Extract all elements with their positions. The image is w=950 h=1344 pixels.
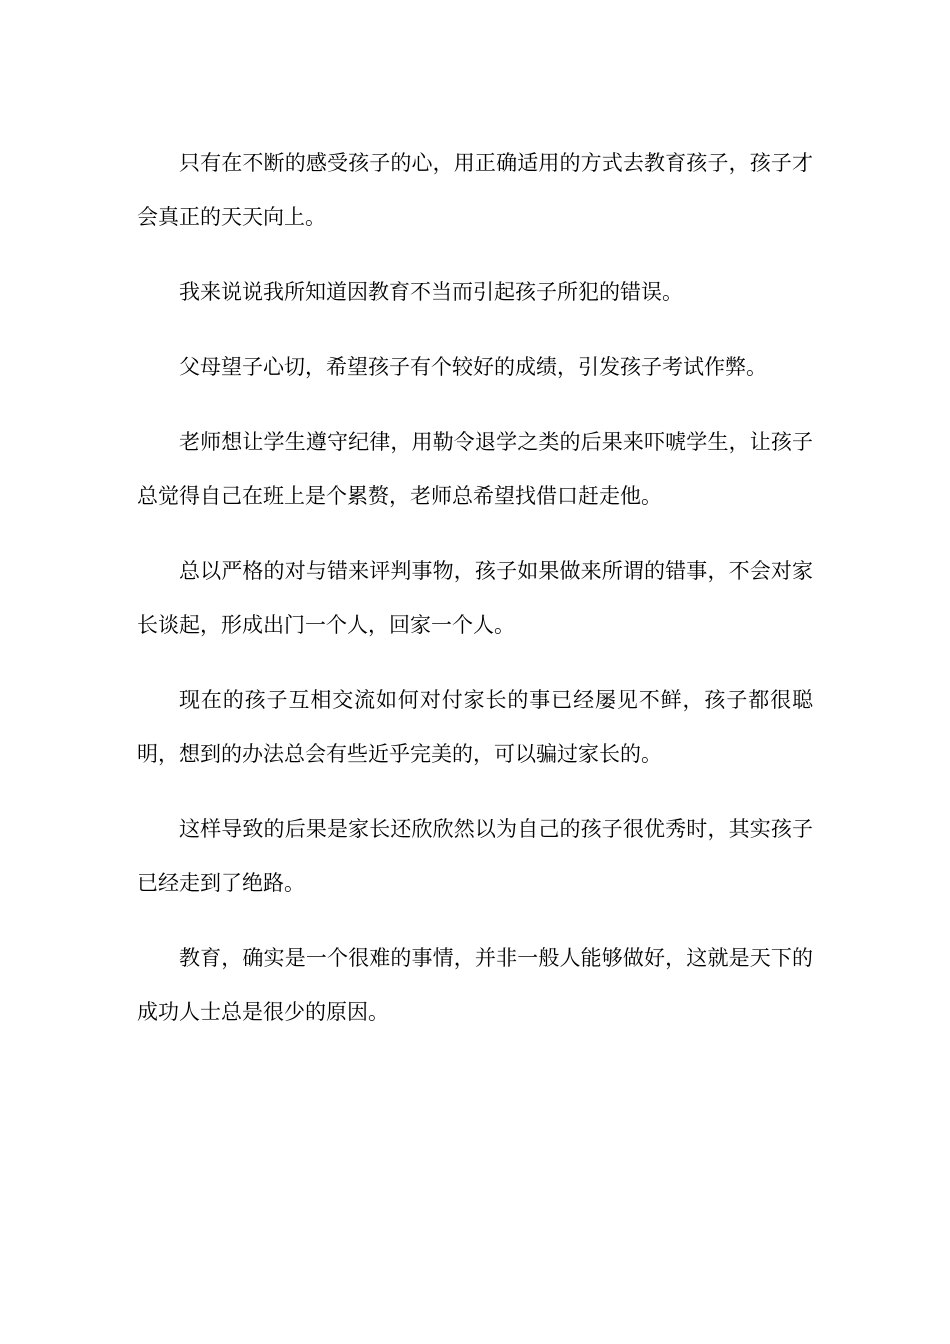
document-body — [137, 136, 813, 1060]
paragraph: 只有在不断的感受孩子的心，用正确适用的方式去教育孩子，孩子才会真正的天天向上。 — [137, 151, 813, 229]
paragraph: 总以严格的对与错来评判事物，孩子如果做来所谓的错事，不会对家长谈起，形成出门一个人，回家一个人。 — [137, 559, 813, 637]
paragraph: 教育，确实是一个很难的事情，并非一般人能够做好，这就是天下的成功人士总是很少的原因。 — [137, 946, 813, 1024]
paragraph: 我来说说我所知道因教育不当而引起孩子所犯的错误。 — [179, 280, 683, 304]
paragraph: 老师想让学生遵守纪律，用勒令退学之类的后果来吓唬学生，让孩子总觉得自己在班上是个累赘，老师总希望找借口赶走他。 — [137, 430, 813, 508]
paragraph: 父母望子心切，希望孩子有个较好的成绩，引发孩子考试作弊。 — [179, 355, 767, 379]
paragraph: 现在的孩子互相交流如何对付家长的事已经屡见不鲜，孩子都很聪明，想到的办法总会有些近乎完美的，可以骗过家长的。 — [137, 688, 813, 766]
paragraph: 这样导致的后果是家长还欣欣然以为自己的孩子很优秀时，其实孩子已经走到了绝路。 — [137, 817, 813, 895]
